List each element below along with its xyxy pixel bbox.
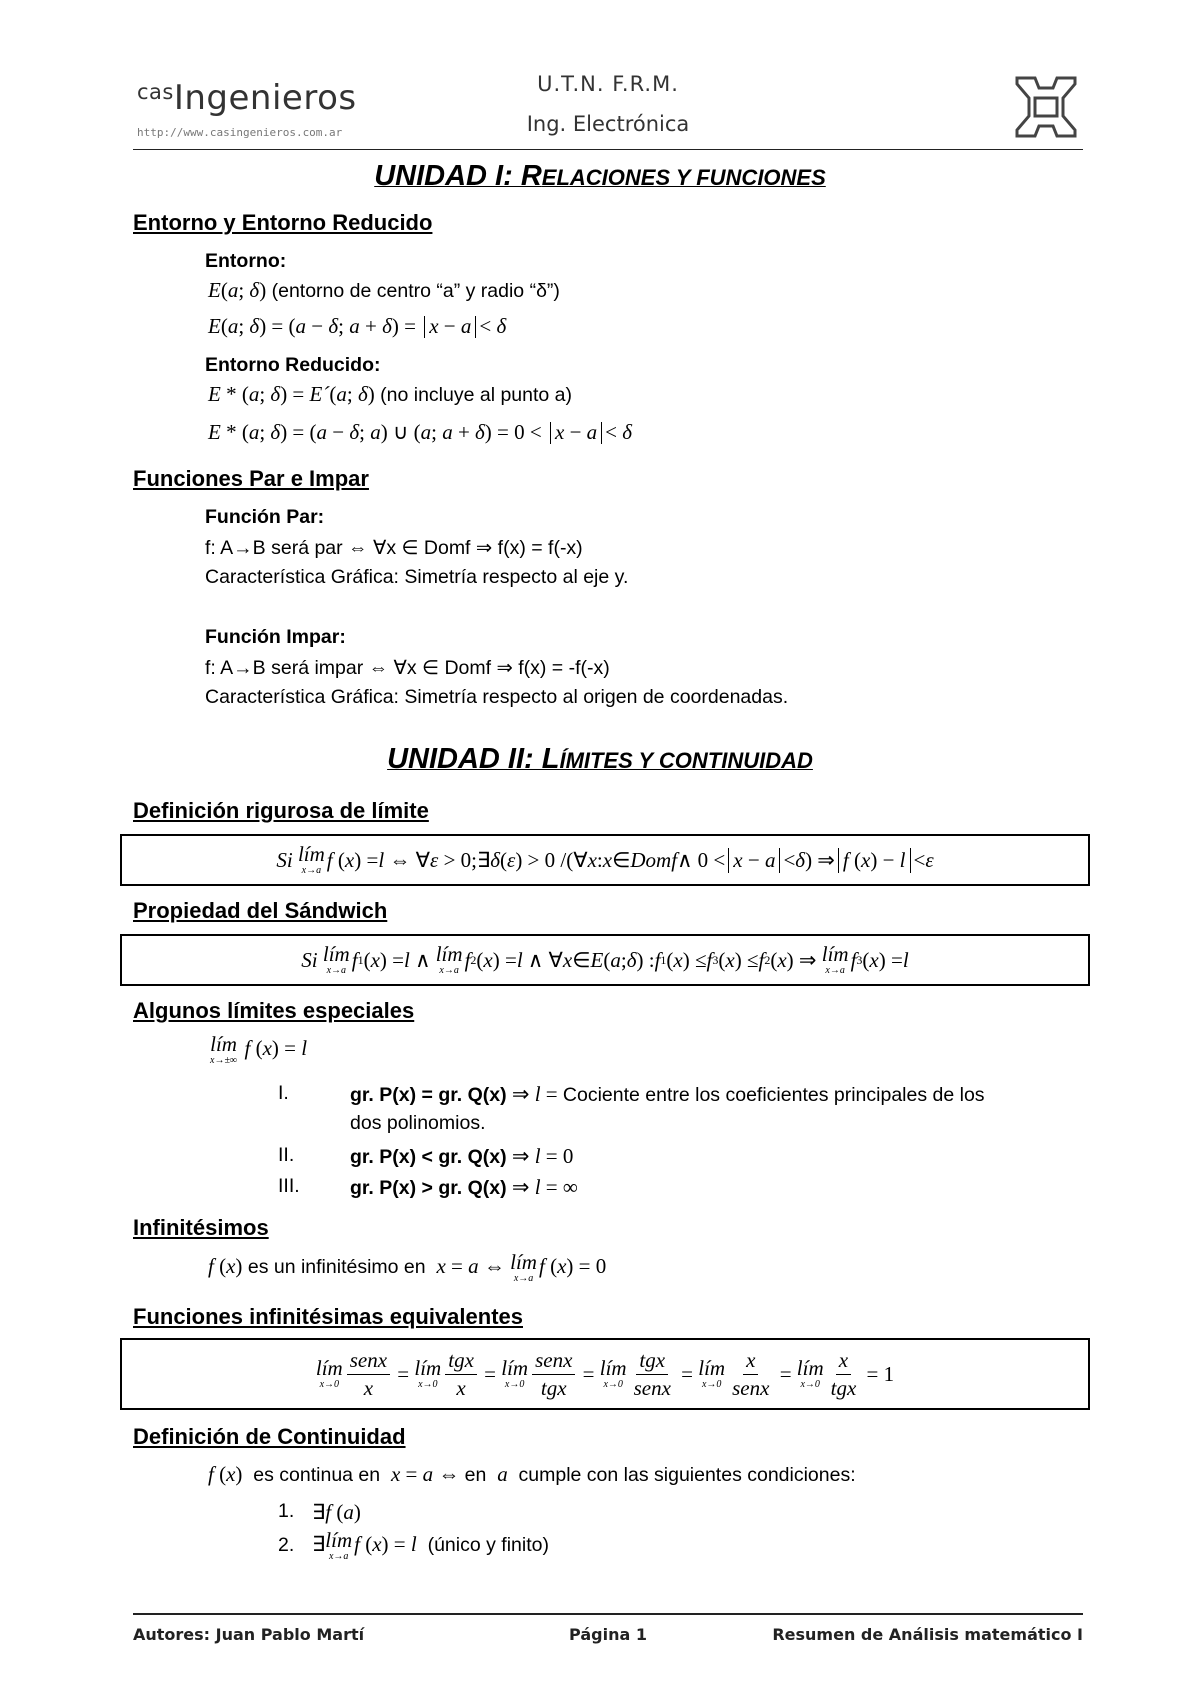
condition-2-formula: ∃ lím x→a f (x) = l (único y finito) [312,1528,549,1562]
entorno-reducido-label: Entorno Reducido: [205,354,381,376]
department-name: Ing. Electrónica [526,112,690,136]
funcion-impar-label: Función Impar: [205,626,346,648]
unit-1-title: UNIDAD I: RELACIONES Y FUNCIONES [374,160,826,192]
condition-2-number: 2. [278,1534,295,1556]
funcion-par-def: f: A→B será par ⇔ ∀x ∈ Domf ⇒ f(x) = f(-x) [205,537,583,559]
unit-2-title: UNIDAD II: LÍMITES Y CONTINUIDAD [387,743,813,775]
section-infinitesimos: Infinitésimos [133,1215,269,1240]
logo-url: http://www.casingenieros.com.ar [137,126,343,139]
case-iii-number: III. [278,1175,300,1197]
funcion-impar-def: f: A→B será impar ⇔ ∀x ∈ Domf ⇒ f(x) = -f(-x) [205,657,610,679]
funcion-par-label: Función Par: [205,506,325,528]
entorno-desc: (entorno de centro “a” y radio “δ”) [271,280,560,302]
limite-infinito-formula: lím x→±∞ f (x) = l [210,1032,308,1066]
page-footer [133,1613,1083,1653]
formula-box-equivalentes: lím x→0 $\frac{\text{senx}}{x}$ = lím x→0 $\frac{\text{tgx}}{x}$ = lím x→0 $\frac{\text{senx}}{\text{tgx}}$ = lím x→0 $\frac{\text{tgx}}{\text{senx}}$ = lím x→0 $\frac{x}{\text{senx}}$ = lím x→0 $\frac{x}{\text{tgx}}$ = 1 [120,1338,1090,1410]
footer-authors: Autores: Juan Pablo Martí [133,1625,365,1644]
formula-box-sandwich: Si lím x→a f 1 ( x ) = l ∧ lím x→a f 2 ( x ) = l ∧ ∀ x ∈ E ( a ; δ ) : f 1 ( x ) ≤ f 3 ( x ) ≤ f 2 ( x ) ⇒ lím x→a f 3 ( x ) = l [120,934,1090,986]
utn-emblem-icon [1013,74,1079,140]
section-limites-especiales: Algunos límites especiales [133,998,415,1023]
footer-summary: Resumen de Análisis matemático I [772,1625,1083,1644]
entorno-reducido-formula: E * (a; δ) = (a − δ; a) ∪ (a; a + δ) = 0 < x − a < δ [208,420,633,444]
case-i-number: I. [278,1082,289,1104]
section-sandwich: Propiedad del Sándwich [133,898,388,923]
infinitesimo-definition: f (x) es un infinitésimo en x = a ⇔ lím x→a f (x) = 0 [208,1250,607,1284]
condition-1-formula: ∃f (a) [312,1500,361,1524]
logo-sup: cas [137,80,174,104]
footer-page-number: Página 1 [569,1625,647,1644]
section-par-impar: Funciones Par e Impar [133,466,369,491]
case-i-line: gr. P(x) = gr. Q(x) ⇒ l = Cociente entre los coeficientes principales de los [350,1082,985,1106]
section-infinitesimas-equivalentes: Funciones infinitésimas equivalentes [133,1304,523,1329]
page-header [133,70,1083,150]
entorno-reducido-notation: E * (a; δ) = E´(a; δ) (no incluye al punto a) [208,382,573,406]
entorno-label: Entorno: [205,250,287,272]
entorno-notation: E(a; δ) (entorno de centro “a” y radio “δ”) [208,278,560,302]
case-i-line-2: dos polinomios. [350,1112,486,1134]
case-iii-line: gr. P(x) > gr. Q(x) ⇒ l = ∞ [350,1175,578,1199]
institution-name: U.T.N. F.R.M. [537,72,679,96]
formula-box-def-limite: Si lím x→a f ( x ) = l ⇔ ∀ ε > 0;∃ δ ( ε ) > 0 /(∀ x : x ∈ Domf ∧ 0 < x − a < δ ) ⇒ f (x) − l < ε [120,834,1090,886]
logo-main: Ingenieros [173,78,357,118]
case-ii-line: gr. P(x) < gr. Q(x) ⇒ l = 0 [350,1144,574,1168]
section-entorno: Entorno y Entorno Reducido [133,210,433,235]
section-continuidad: Definición de Continuidad [133,1424,406,1449]
continuidad-definition: f (x) es continua en x = a ⇔ en a cumple con las siguientes condiciones: [208,1462,856,1486]
entorno-reducido-desc: (no incluye al punto a) [380,384,573,406]
section-def-limite: Definición rigurosa de límite [133,798,429,823]
funcion-impar-graf: Característica Gráfica: Simetría respecto al origen de coordenadas. [205,686,789,708]
condition-1-number: 1. [278,1500,295,1522]
funcion-par-graf: Característica Gráfica: Simetría respecto al eje y. [205,566,629,588]
entorno-formula: E(a; δ) = (a − δ; a + δ) = x − a < δ [208,314,507,338]
case-ii-number: II. [278,1144,295,1166]
